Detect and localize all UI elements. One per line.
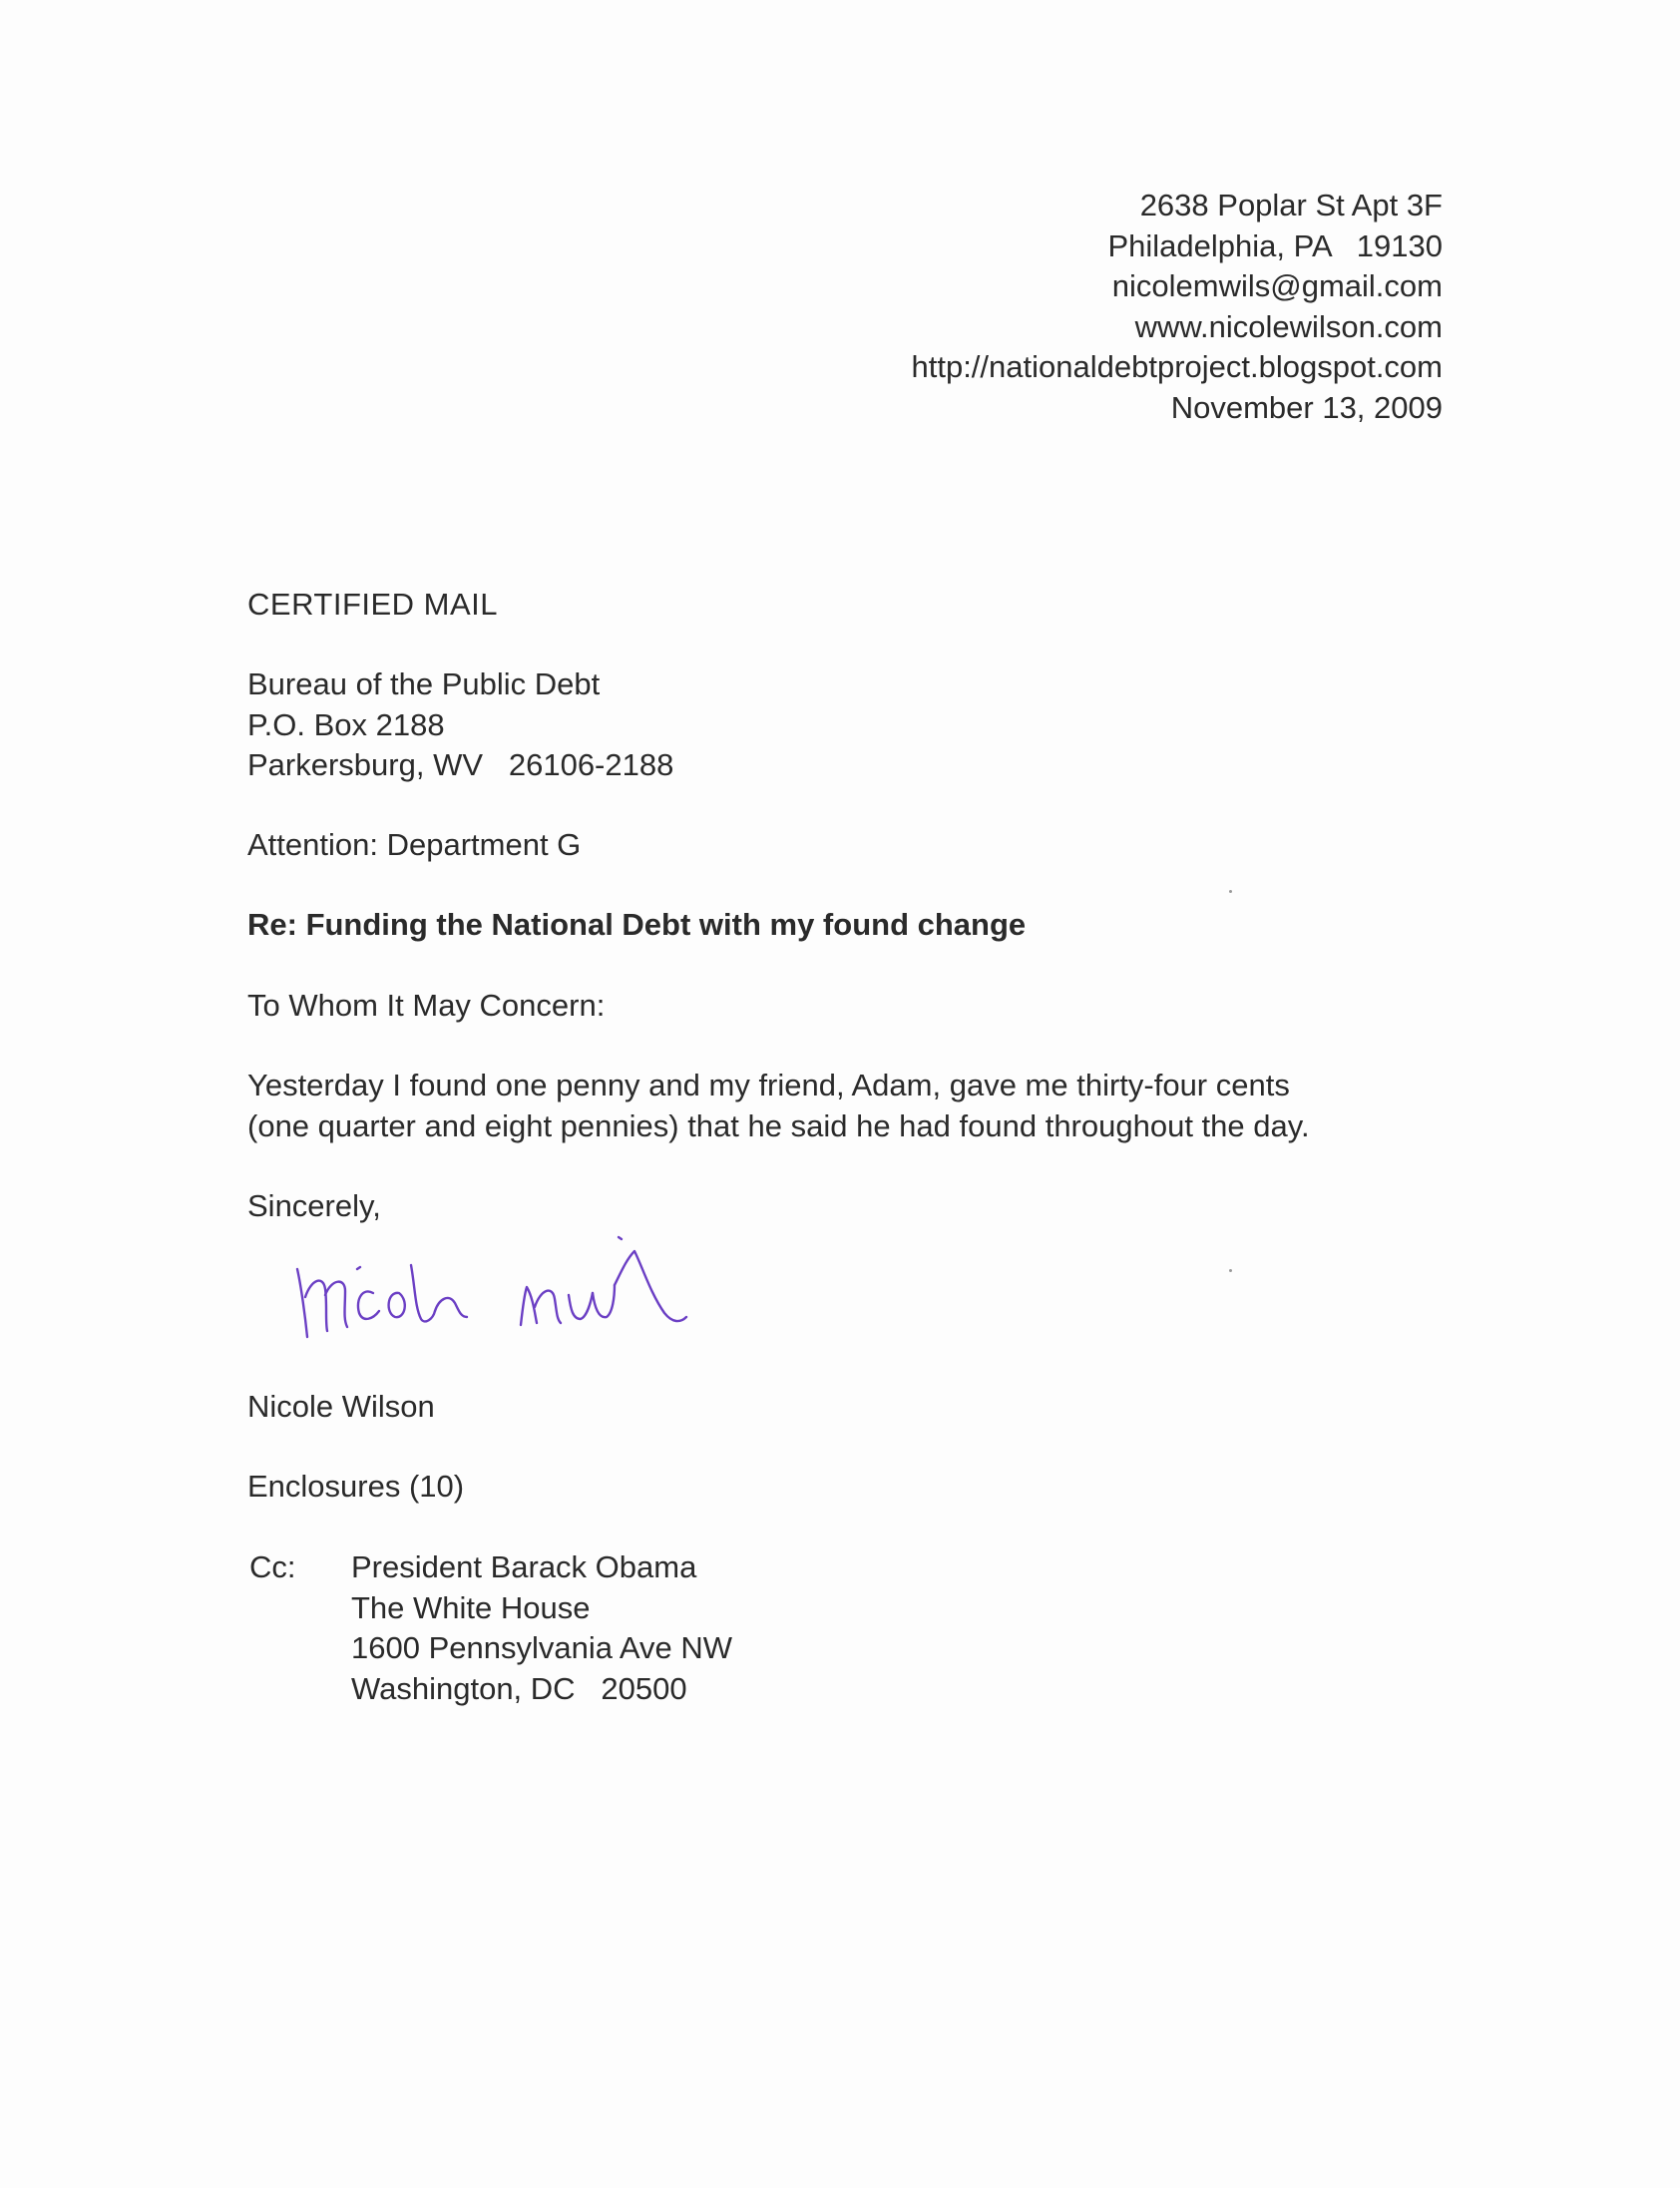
cc-recipient-street: 1600 Pennsylvania Ave NW	[351, 1630, 732, 1665]
scan-speck	[1229, 890, 1232, 893]
recipient-address-block	[247, 664, 673, 786]
subject-line: Re: Funding the National Debt with my found change	[247, 907, 1027, 942]
cc-recipient-name: President Barack Obama	[351, 1549, 697, 1584]
enclosures-note: Enclosures (10)	[247, 1469, 465, 1504]
handwritten-signature	[289, 1227, 828, 1347]
attention-line: Attention: Department G	[247, 827, 582, 862]
sender-address-block	[911, 186, 1443, 428]
letter-date: November 13, 2009	[1170, 389, 1443, 425]
sender-city: Philadelphia, PA 19130	[1107, 227, 1443, 263]
sender-website: www.nicolewilson.com	[1134, 308, 1443, 344]
cc-address-block	[351, 1547, 732, 1709]
scan-speck	[1229, 1269, 1232, 1272]
recipient-city: Parkersburg, WV 26106-2188	[247, 747, 674, 782]
letter-body	[247, 1066, 1310, 1146]
salutation: To Whom It May Concern:	[247, 988, 606, 1023]
cc-label: Cc:	[249, 1549, 296, 1584]
recipient-name: Bureau of the Public Debt	[247, 666, 601, 701]
cc-recipient-city: Washington, DC 20500	[351, 1670, 687, 1706]
cc-recipient-org: The White House	[351, 1589, 591, 1625]
sender-blog-url: http://nationaldebtproject.blogspot.com	[911, 349, 1443, 384]
delivery-method: CERTIFIED MAIL	[247, 587, 499, 622]
signer-name: Nicole Wilson	[247, 1389, 435, 1424]
sender-email: nicolemwils@gmail.com	[1111, 268, 1443, 303]
recipient-po-box: P.O. Box 2188	[247, 706, 445, 742]
body-line: Yesterday I found one penny and my friend, Adam, gave me thirty-four cents	[247, 1068, 1290, 1102]
closing: Sincerely,	[247, 1188, 381, 1223]
sender-street: 2638 Poplar St Apt 3F	[1139, 188, 1443, 222]
body-line: (one quarter and eight pennies) that he said he had found throughout the day.	[247, 1107, 1310, 1143]
